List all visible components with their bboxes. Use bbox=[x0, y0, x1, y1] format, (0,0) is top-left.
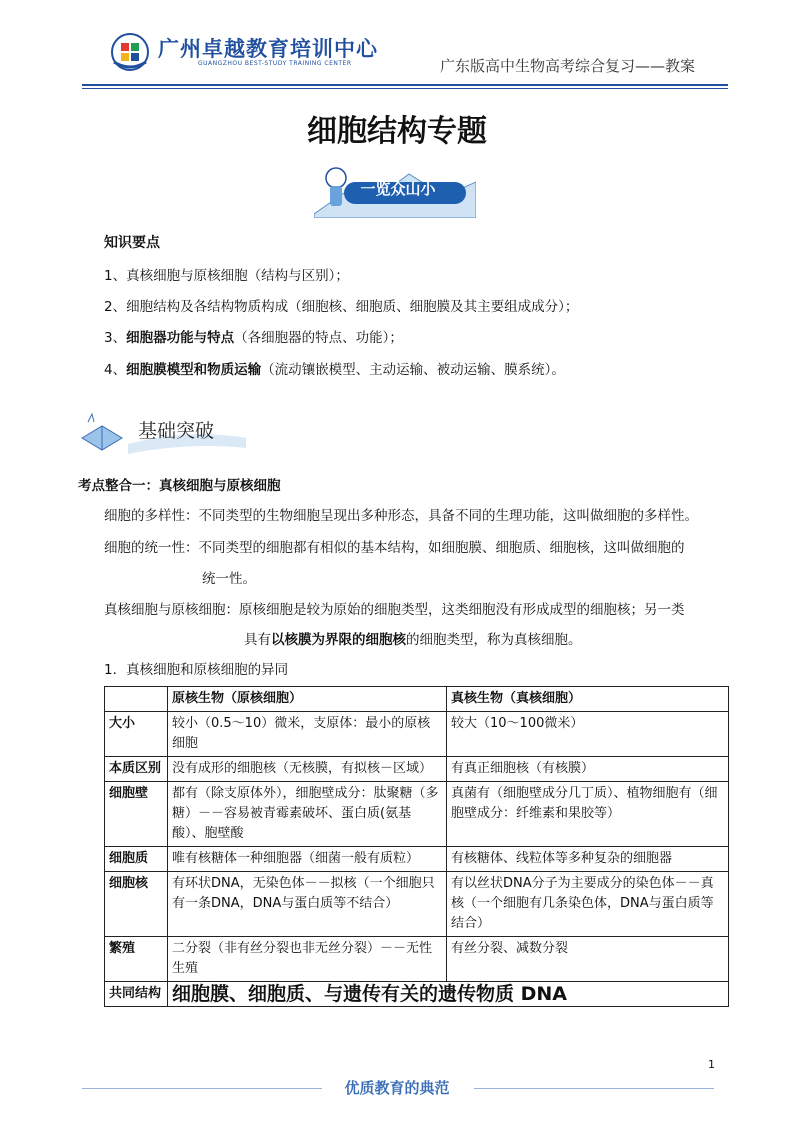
table-header-row bbox=[105, 687, 729, 712]
org-name-en: GUANGZHOU BEST-STUDY TRAINING CENTER bbox=[198, 60, 352, 67]
table-cell: 真菌有（细胞壁成分几丁质）、植物细胞有（细胞壁成分：纤维素和果胶等） bbox=[447, 782, 729, 847]
paragraph: 细胞的统一性：不同类型的细胞都有相似的基本结构，如细胞膜、细胞质、细胞核，这叫做细胞的 bbox=[104, 540, 685, 556]
table-row bbox=[105, 982, 729, 1007]
knowledge-item: 2、细胞结构及各结构物质构成（细胞核、细胞质、细胞膜及其主要组成成分）； bbox=[104, 299, 579, 315]
paragraph: 统一性。 bbox=[202, 571, 256, 587]
paragraph: 具有以核膜为界限的细胞核的细胞类型，称为真核细胞。 bbox=[244, 632, 582, 648]
header-divider-thin bbox=[82, 88, 728, 89]
logo-emblem-icon bbox=[110, 32, 150, 72]
paragraph: 细胞的多样性：不同类型的生物细胞呈现出多种形态，具备不同的生理功能，这叫做细胞的多样性。 bbox=[104, 508, 698, 524]
table-row-label: 繁殖 bbox=[105, 937, 168, 982]
knowledge-heading: 知识要点 bbox=[104, 235, 160, 251]
table-cell: 二分裂（非有丝分裂也非无丝分裂）－－无性生殖 bbox=[168, 937, 447, 982]
doc-series: 广东版高中生物高考综合复习——教案 bbox=[440, 57, 696, 75]
table-row-label: 细胞壁 bbox=[105, 782, 168, 847]
knowledge-item: 4、细胞膜模型和物质运输（流动镶嵌模型、主动运输、被动运输、膜系统）。 bbox=[104, 362, 565, 378]
paragraph: 真核细胞与原核细胞：原核细胞是较为原始的细胞类型，这类细胞没有形成成型的细胞核；另一类 bbox=[104, 602, 685, 618]
table-header-cell bbox=[105, 687, 168, 712]
page-title: 细胞结构专题 bbox=[307, 114, 487, 149]
table-cell: 较大（10～100微米） bbox=[447, 712, 729, 757]
table-row bbox=[105, 872, 729, 937]
table-row-label: 大小 bbox=[105, 712, 168, 757]
list-title: 1．真核细胞和原核细胞的异同 bbox=[104, 662, 289, 678]
table-row bbox=[105, 782, 729, 847]
table-cell: 有真正细胞核（有核膜） bbox=[447, 757, 729, 782]
table-row-label: 本质区别 bbox=[105, 757, 168, 782]
table-row-label: 细胞核 bbox=[105, 872, 168, 937]
table-row-label: 共同结构 bbox=[105, 982, 168, 1007]
knowledge-item: 1、真核细胞与原核细胞（结构与区别）； bbox=[104, 268, 349, 284]
banner-text: 一览众山小 bbox=[360, 180, 436, 198]
table-header-cell: 原核生物（原核细胞） bbox=[168, 687, 447, 712]
table-row bbox=[105, 712, 729, 757]
section-subheading: 考点整合一：真核细胞与原核细胞 bbox=[78, 478, 281, 494]
table-cell: 唯有核糖体一种细胞器（细菌一般有质粒） bbox=[168, 847, 447, 872]
table-row bbox=[105, 757, 729, 782]
table-cell: 有核糖体、线粒体等多种复杂的细胞器 bbox=[447, 847, 729, 872]
org-name: 广州卓越教育培训中心 bbox=[158, 37, 378, 61]
table-row bbox=[105, 847, 729, 872]
comparison-table bbox=[104, 686, 729, 1007]
table-cell: 没有成形的细胞核（无核膜，有拟核－区域） bbox=[168, 757, 447, 782]
table-row bbox=[105, 937, 729, 982]
table-common-cell: 细胞膜、细胞质、与遗传有关的遗传物质 DNA bbox=[168, 982, 729, 1007]
table-header-cell: 真核生物（真核细胞） bbox=[447, 687, 729, 712]
knowledge-item: 3、细胞器功能与特点（各细胞器的特点、功能）； bbox=[104, 330, 403, 346]
footer-slogan: 优质教育的典范 bbox=[344, 1079, 450, 1097]
table-cell: 有以丝状DNA分子为主要成分的染色体－－真核（一个细胞有几条染色体，DNA与蛋白质等结合） bbox=[447, 872, 729, 937]
page-number: 1 bbox=[708, 1058, 715, 1071]
table-row-label: 细胞质 bbox=[105, 847, 168, 872]
table-cell: 有环状DNA，无染色体－－拟核（一个细胞只有一条DNA，DNA与蛋白质等不结合） bbox=[168, 872, 447, 937]
table-cell: 都有（除支原体外），细胞壁成分：肽聚糖（多糖）－－容易被青霉素破坏、蛋白质(氨基酸）、胞壁酸 bbox=[168, 782, 447, 847]
table-cell: 较小（0.5～10）微米，支原体：最小的原核细胞 bbox=[168, 712, 447, 757]
header-divider bbox=[82, 84, 728, 86]
section-title: 基础突破 bbox=[138, 420, 215, 442]
table-cell: 有丝分裂、减数分裂 bbox=[447, 937, 729, 982]
